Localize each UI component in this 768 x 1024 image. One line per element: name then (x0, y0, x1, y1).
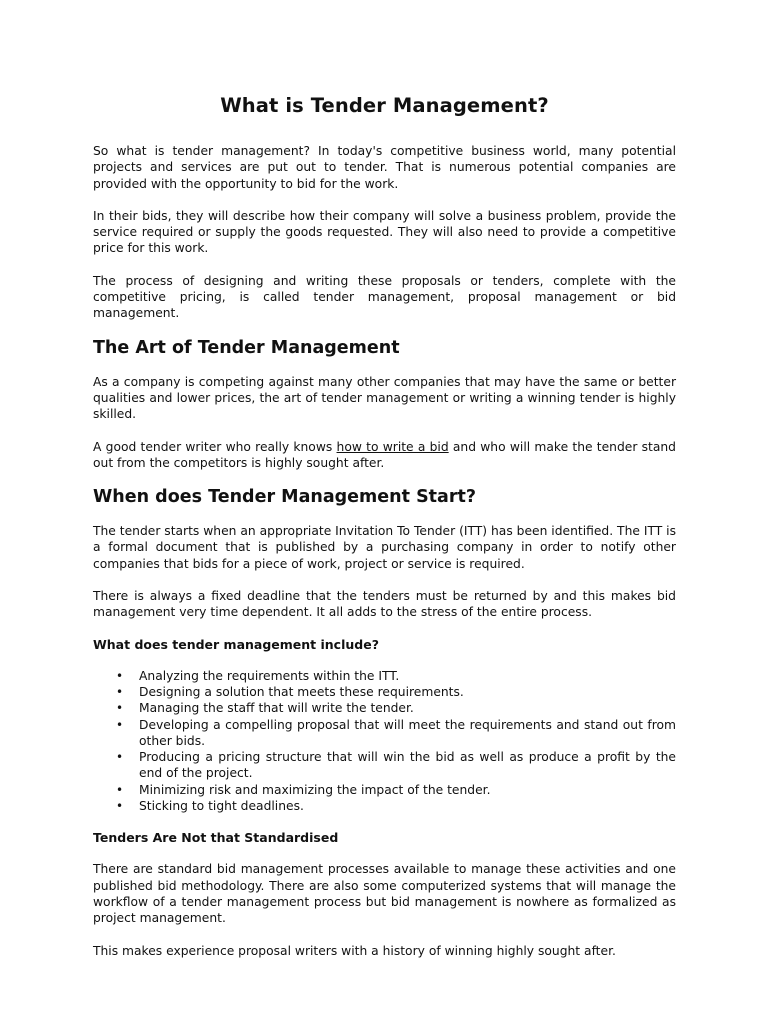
start-paragraph-1: The tender starts when an appropriate Invitation To Tender (ITT) has been identified. The ITT is a formal document that is published by a purchasing company in order to notify other companies that bids for a piece of work, project or service is required. (93, 524, 676, 571)
list-item (116, 798, 676, 814)
list-item-text: Sticking to tight deadlines. (139, 799, 304, 814)
bullet-icon: • (116, 782, 124, 797)
art-heading: The Art of Tender Management (93, 337, 400, 358)
list-item (116, 684, 676, 700)
art-paragraph-2-end: and who will make the tender stand out from the competitors is highly sought after. (93, 439, 676, 470)
intro-paragraph-3: The process of designing and writing these proposals or tenders, complete with the competitive pricing, is called tender management, proposal management or bid management. (93, 273, 676, 321)
bullet-icon: • (116, 799, 124, 814)
bullet-icon: • (116, 668, 124, 683)
bullet-icon: • (116, 717, 124, 732)
start-heading: When does Tender Management Start? (93, 487, 477, 508)
list-item-text: Designing a solution that meets these requirements. (139, 684, 464, 699)
start-paragraph-2: There is always a fixed deadline that the tenders must be returned by and this makes bid management very time dependent. It all adds to the stress of the entire process. (93, 589, 676, 620)
art-paragraph-2-start: A good tender writer who really knows (93, 439, 337, 454)
standard-heading: Tenders Are Not that Standardised (93, 830, 339, 846)
list-item-text: Minimizing risk and maximizing the impact of the tender. (139, 782, 491, 797)
bullet-icon: • (116, 701, 124, 716)
how-to-write-a-bid-link[interactable]: how to write a bid (336, 439, 449, 454)
list-item (116, 717, 676, 750)
intro-paragraph-1: So what is tender management? In today's competitive business world, many potential projects and services are put out to tender. That is numerous potential companies are provided with the opportunity to bid for the work. (93, 144, 676, 191)
standard-paragraph-1: There are standard bid management processes available to manage these activities and one published bid methodology. There are also some computerized systems that will manage the workflow of a tender management process but bid management is nowhere as formalized as project management. (93, 862, 676, 926)
intro-paragraph-2: In their bids, they will describe how their company will solve a business problem, provide the service required or supply the goods requested. They will also need to provide a competitive price for this work. (93, 208, 676, 256)
bullet-icon: • (116, 750, 124, 765)
list-item-text: Analyzing the requirements within the ITT. (139, 668, 400, 683)
list-item (116, 668, 676, 684)
list-item-text: Managing the staff that will write the tender. (139, 701, 414, 716)
include-heading: What does tender management include? (93, 636, 379, 652)
list-item (116, 749, 676, 782)
include-list (93, 668, 676, 815)
list-item (116, 782, 676, 798)
list-item-text: Producing a pricing structure that will win the bid as well as produce a profit by the end of the project. (139, 750, 676, 781)
standard-paragraph-2: This makes experience proposal writers with a history of winning highly sought after. (93, 943, 616, 958)
art-paragraph-1: As a company is competing against many other companies that may have the same or better qualities and lower prices, the art of tender management or writing a winning tender is highly skilled. (93, 374, 676, 422)
page-title: What is Tender Management? (220, 94, 549, 117)
bullet-icon: • (116, 684, 124, 699)
list-item-text: Developing a compelling proposal that will meet the requirements and stand out from other bids. (139, 717, 676, 748)
art-paragraph-2 (93, 439, 676, 472)
list-item (116, 700, 676, 716)
